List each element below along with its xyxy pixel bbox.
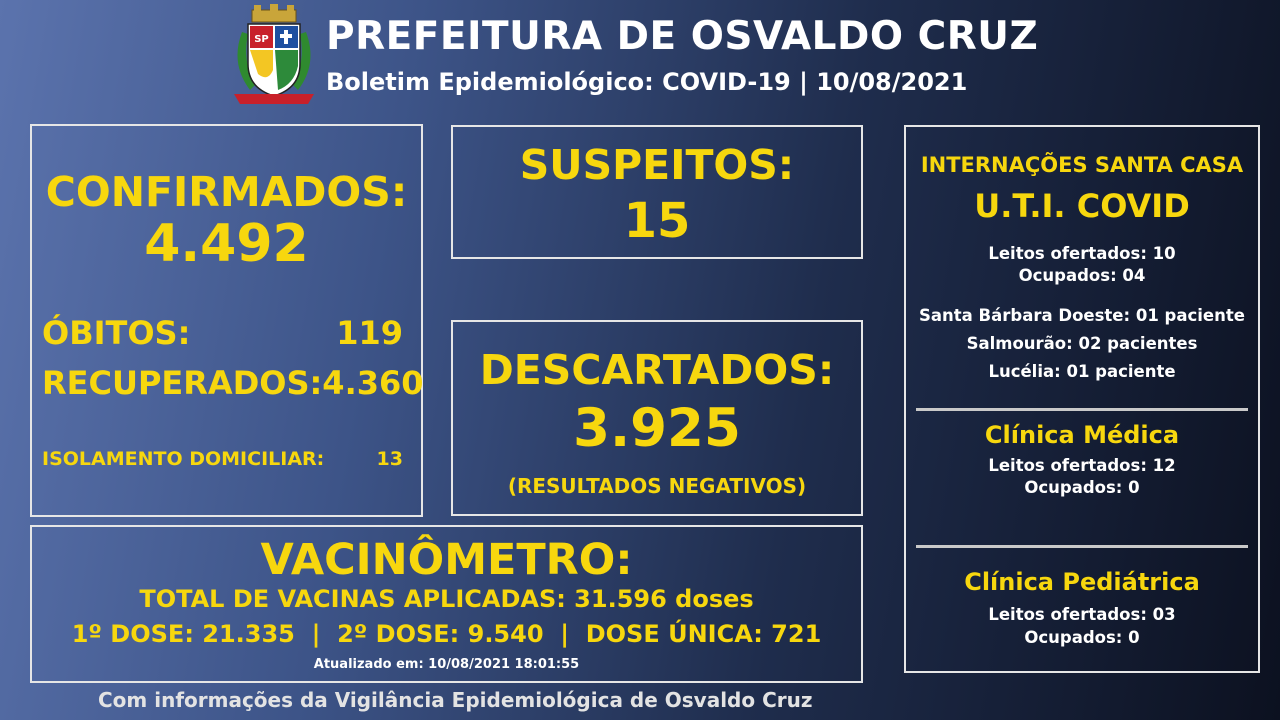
vacinas-total: TOTAL DE VACINAS APLICADAS: 31.596 doses bbox=[139, 585, 754, 613]
page-title: PREFEITURA DE OSVALDO CRUZ bbox=[326, 14, 1039, 59]
suspeitos-panel bbox=[451, 125, 863, 259]
confirmados-label: CONFIRMADOS: bbox=[45, 168, 408, 216]
vacinometro-label: VACINÔMETRO: bbox=[260, 535, 633, 585]
clinica-pediatrica-leitos-ofertados: Leitos ofertados: 03 bbox=[988, 605, 1176, 624]
clinica-medica-leitos-ofertados: Leitos ofertados: 12 bbox=[988, 456, 1176, 475]
recuperados-row bbox=[42, 364, 424, 402]
clinica-medica-title: Clínica Médica bbox=[984, 421, 1180, 449]
obitos-row bbox=[42, 314, 403, 352]
internacoes-title: INTERNAÇÕES SANTA CASA bbox=[920, 153, 1244, 177]
uti-ocupados: Ocupados: 04 bbox=[1018, 266, 1146, 285]
descartados-note: (RESULTADOS NEGATIVOS) bbox=[507, 474, 807, 498]
clinica-pediatrica-title: Clínica Pediátrica bbox=[964, 568, 1200, 596]
suspeitos-value: 15 bbox=[623, 193, 691, 249]
suspeitos-label: SUSPEITOS: bbox=[519, 141, 795, 189]
clinica-pediatrica-ocupados: Ocupados: 0 bbox=[1024, 628, 1140, 647]
recuperados-label: RECUPERADOS: bbox=[42, 364, 323, 402]
internacoes-panel bbox=[904, 125, 1260, 673]
vacinas-doses: 1º DOSE: 21.335 | 2º DOSE: 9.540 | DOSE ÚNICA: 721 bbox=[71, 620, 822, 648]
recuperados-value: 4.360 bbox=[322, 364, 424, 402]
divider bbox=[916, 408, 1248, 411]
obitos-value: 119 bbox=[336, 314, 403, 352]
isolamento-row bbox=[42, 448, 403, 470]
divider bbox=[916, 545, 1248, 548]
descartados-panel bbox=[451, 320, 863, 516]
confirmados-panel bbox=[30, 124, 423, 517]
uti-leitos-ofertados: Leitos ofertados: 10 bbox=[988, 244, 1176, 263]
vacinometro-panel bbox=[30, 525, 863, 683]
isolamento-label: ISOLAMENTO DOMICILIAR: bbox=[42, 448, 325, 470]
descartados-value: 3.925 bbox=[573, 398, 741, 459]
updated-timestamp: Atualizado em: 10/08/2021 18:01:55 bbox=[313, 657, 580, 672]
uti-city-item: Lucélia: 01 paciente bbox=[988, 362, 1176, 381]
page-subtitle: Boletim Epidemiológico: COVID-19 | 10/08/2021 bbox=[326, 68, 968, 96]
confirmados-value: 4.492 bbox=[144, 214, 309, 274]
uti-title: U.T.I. COVID bbox=[974, 187, 1190, 225]
coat-of-arms-icon bbox=[228, 4, 320, 108]
clinica-medica-ocupados: Ocupados: 0 bbox=[1024, 478, 1140, 497]
descartados-label: DESCARTADOS: bbox=[479, 346, 835, 394]
svg-text:SP: SP bbox=[254, 34, 269, 45]
isolamento-value: 13 bbox=[376, 448, 403, 470]
uti-city-item: Santa Bárbara Doeste: 01 paciente bbox=[919, 306, 1245, 325]
obitos-label: ÓBITOS: bbox=[42, 314, 191, 352]
source-footer: Com informações da Vigilância Epidemiológica de Osvaldo Cruz bbox=[98, 688, 813, 712]
uti-city-item: Salmourão: 02 pacientes bbox=[966, 334, 1198, 353]
